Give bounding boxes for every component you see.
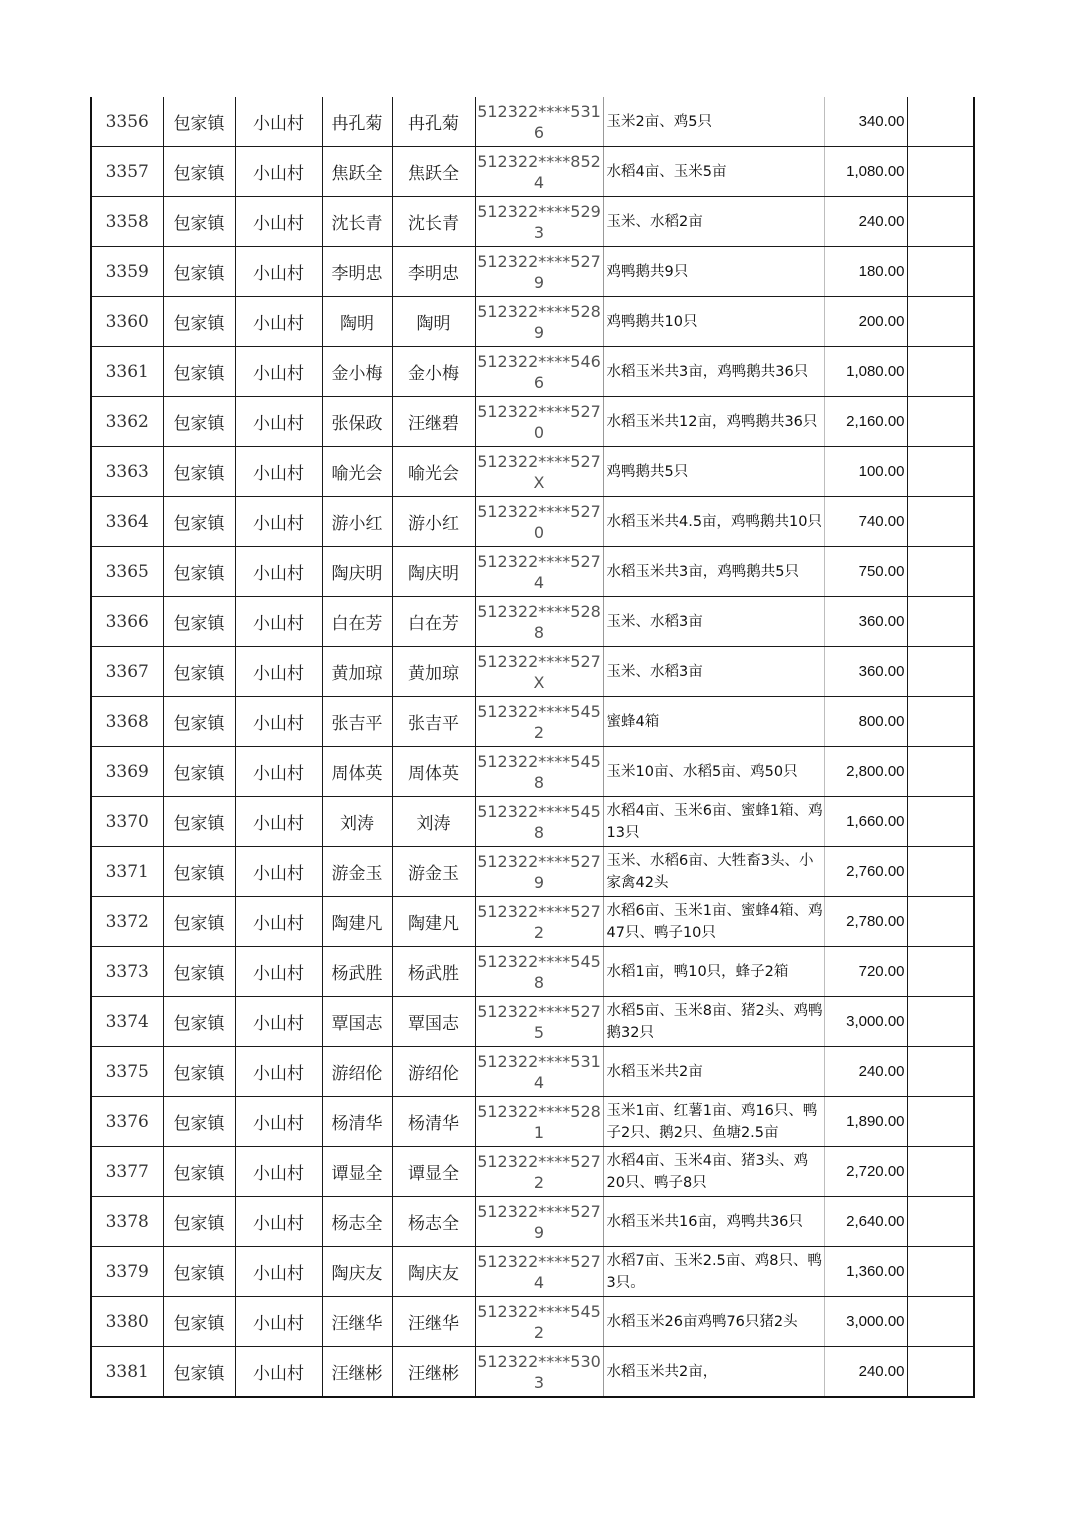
- town-cell: 包家镇: [163, 247, 235, 297]
- household-name-cell: 黄加琼: [322, 647, 392, 697]
- village-cell: 小山村: [235, 847, 322, 897]
- table-row: [91, 1297, 974, 1347]
- payee-name-cell: 黄加琼: [392, 647, 475, 697]
- id-number-cell: 512322****5279: [475, 1197, 603, 1247]
- description-cell: 水稻1亩，鸭10只，蜂子2箱: [603, 947, 824, 997]
- description-cell: 玉米2亩、鸡5只: [603, 97, 824, 147]
- household-name-cell: 杨志全: [322, 1197, 392, 1247]
- empty-cell: [907, 897, 974, 947]
- payee-name-cell: 谭显全: [392, 1147, 475, 1197]
- village-cell: 小山村: [235, 1047, 322, 1097]
- row-number: 3361: [91, 347, 163, 397]
- empty-cell: [907, 347, 974, 397]
- table-body: [91, 97, 974, 1397]
- table-row: [91, 747, 974, 797]
- household-name-cell: 覃国志: [322, 997, 392, 1047]
- table-row: [91, 1047, 974, 1097]
- empty-cell: [907, 197, 974, 247]
- amount-cell: 800.00: [824, 697, 907, 747]
- payee-name-cell: 杨志全: [392, 1197, 475, 1247]
- amount-cell: 750.00: [824, 547, 907, 597]
- household-name-cell: 汪继彬: [322, 1347, 392, 1398]
- amount-cell: 180.00: [824, 247, 907, 297]
- payee-name-cell: 游绍伦: [392, 1047, 475, 1097]
- household-name-cell: 杨武胜: [322, 947, 392, 997]
- row-number: 3362: [91, 397, 163, 447]
- household-name-cell: 游金玉: [322, 847, 392, 897]
- description-cell: 鸡鸭鹅共10只: [603, 297, 824, 347]
- table-row: [91, 647, 974, 697]
- subsidy-table-sheet: [90, 97, 973, 1398]
- subsidy-table: [90, 97, 975, 1398]
- village-cell: 小山村: [235, 397, 322, 447]
- id-number-cell: 512322****5316: [475, 97, 603, 147]
- empty-cell: [907, 797, 974, 847]
- amount-cell: 240.00: [824, 1047, 907, 1097]
- payee-name-cell: 冉孔菊: [392, 97, 475, 147]
- row-number: 3377: [91, 1147, 163, 1197]
- household-name-cell: 杨清华: [322, 1097, 392, 1147]
- id-number-cell: 512322****5274: [475, 547, 603, 597]
- table-row: [91, 1097, 974, 1147]
- amount-cell: 360.00: [824, 647, 907, 697]
- empty-cell: [907, 947, 974, 997]
- description-cell: 水稻6亩、玉米1亩、蜜蜂4箱、鸡47只、鸭子10只: [603, 897, 824, 947]
- town-cell: 包家镇: [163, 547, 235, 597]
- village-cell: 小山村: [235, 997, 322, 1047]
- id-number-cell: 512322****5466: [475, 347, 603, 397]
- table-row: [91, 1347, 974, 1398]
- table-row: [91, 147, 974, 197]
- table-row: [91, 547, 974, 597]
- table-row: [91, 847, 974, 897]
- village-cell: 小山村: [235, 1297, 322, 1347]
- empty-cell: [907, 1047, 974, 1097]
- id-number-cell: 512322****5275: [475, 997, 603, 1047]
- table-row: [91, 447, 974, 497]
- row-number: 3371: [91, 847, 163, 897]
- town-cell: 包家镇: [163, 1047, 235, 1097]
- empty-cell: [907, 747, 974, 797]
- payee-name-cell: 杨清华: [392, 1097, 475, 1147]
- payee-name-cell: 汪继华: [392, 1297, 475, 1347]
- town-cell: 包家镇: [163, 97, 235, 147]
- row-number: 3358: [91, 197, 163, 247]
- row-number: 3381: [91, 1347, 163, 1398]
- amount-cell: 2,760.00: [824, 847, 907, 897]
- description-cell: 玉米1亩、红薯1亩、鸡16只、鸭子2只、鹅2只、鱼塘2.5亩: [603, 1097, 824, 1147]
- household-name-cell: 刘涛: [322, 797, 392, 847]
- amount-cell: 100.00: [824, 447, 907, 497]
- village-cell: 小山村: [235, 497, 322, 547]
- description-cell: 鸡鸭鹅共9只: [603, 247, 824, 297]
- row-number: 3356: [91, 97, 163, 147]
- town-cell: 包家镇: [163, 1197, 235, 1247]
- row-number: 3365: [91, 547, 163, 597]
- town-cell: 包家镇: [163, 1247, 235, 1297]
- description-cell: 玉米、水稻3亩: [603, 647, 824, 697]
- amount-cell: 240.00: [824, 1347, 907, 1398]
- village-cell: 小山村: [235, 797, 322, 847]
- empty-cell: [907, 997, 974, 1047]
- row-number: 3372: [91, 897, 163, 947]
- town-cell: 包家镇: [163, 147, 235, 197]
- payee-name-cell: 陶庆友: [392, 1247, 475, 1297]
- table-row: [91, 797, 974, 847]
- household-name-cell: 陶庆明: [322, 547, 392, 597]
- row-number: 3375: [91, 1047, 163, 1097]
- town-cell: 包家镇: [163, 497, 235, 547]
- amount-cell: 720.00: [824, 947, 907, 997]
- household-name-cell: 白在芳: [322, 597, 392, 647]
- row-number: 3370: [91, 797, 163, 847]
- household-name-cell: 陶明: [322, 297, 392, 347]
- household-name-cell: 焦跃全: [322, 147, 392, 197]
- row-number: 3380: [91, 1297, 163, 1347]
- town-cell: 包家镇: [163, 947, 235, 997]
- description-cell: 蜜蜂4箱: [603, 697, 824, 747]
- village-cell: 小山村: [235, 1197, 322, 1247]
- town-cell: 包家镇: [163, 747, 235, 797]
- payee-name-cell: 汪继彬: [392, 1347, 475, 1398]
- row-number: 3366: [91, 597, 163, 647]
- empty-cell: [907, 97, 974, 147]
- id-number-cell: 512322****5288: [475, 597, 603, 647]
- payee-name-cell: 张吉平: [392, 697, 475, 747]
- amount-cell: 2,800.00: [824, 747, 907, 797]
- town-cell: 包家镇: [163, 397, 235, 447]
- payee-name-cell: 陶庆明: [392, 547, 475, 597]
- empty-cell: [907, 697, 974, 747]
- description-cell: 水稻玉米共4.5亩，鸡鸭鹅共10只: [603, 497, 824, 547]
- village-cell: 小山村: [235, 247, 322, 297]
- empty-cell: [907, 497, 974, 547]
- payee-name-cell: 喻光会: [392, 447, 475, 497]
- row-number: 3379: [91, 1247, 163, 1297]
- amount-cell: 1,080.00: [824, 147, 907, 197]
- id-number-cell: 512322****8524: [475, 147, 603, 197]
- description-cell: 水稻5亩、玉米8亩、猪2头、鸡鸭鹅32只: [603, 997, 824, 1047]
- village-cell: 小山村: [235, 897, 322, 947]
- village-cell: 小山村: [235, 1347, 322, 1398]
- town-cell: 包家镇: [163, 1147, 235, 1197]
- id-number-cell: 512322****527X: [475, 647, 603, 697]
- row-number: 3363: [91, 447, 163, 497]
- description-cell: 水稻玉米26亩鸡鸭76只猪2头: [603, 1297, 824, 1347]
- household-name-cell: 周体英: [322, 747, 392, 797]
- table-row: [91, 97, 974, 147]
- empty-cell: [907, 1097, 974, 1147]
- amount-cell: 1,080.00: [824, 347, 907, 397]
- amount-cell: 240.00: [824, 197, 907, 247]
- id-number-cell: 512322****5281: [475, 1097, 603, 1147]
- village-cell: 小山村: [235, 747, 322, 797]
- row-number: 3360: [91, 297, 163, 347]
- payee-name-cell: 陶明: [392, 297, 475, 347]
- row-number: 3359: [91, 247, 163, 297]
- id-number-cell: 512322****5293: [475, 197, 603, 247]
- table-row: [91, 347, 974, 397]
- payee-name-cell: 沈长青: [392, 197, 475, 247]
- row-number: 3357: [91, 147, 163, 197]
- payee-name-cell: 汪继碧: [392, 397, 475, 447]
- village-cell: 小山村: [235, 947, 322, 997]
- id-number-cell: 512322****5314: [475, 1047, 603, 1097]
- empty-cell: [907, 1297, 974, 1347]
- table-row: [91, 597, 974, 647]
- village-cell: 小山村: [235, 697, 322, 747]
- table-row: [91, 1247, 974, 1297]
- town-cell: 包家镇: [163, 447, 235, 497]
- table-row: [91, 697, 974, 747]
- household-name-cell: 喻光会: [322, 447, 392, 497]
- description-cell: 水稻玉米共2亩: [603, 1047, 824, 1097]
- table-row: [91, 1147, 974, 1197]
- amount-cell: 740.00: [824, 497, 907, 547]
- household-name-cell: 游绍伦: [322, 1047, 392, 1097]
- household-name-cell: 游小红: [322, 497, 392, 547]
- table-row: [91, 297, 974, 347]
- id-number-cell: 512322****5452: [475, 697, 603, 747]
- town-cell: 包家镇: [163, 647, 235, 697]
- description-cell: 水稻4亩、玉米6亩、蜜蜂1箱、鸡13只: [603, 797, 824, 847]
- empty-cell: [907, 147, 974, 197]
- id-number-cell: 512322****5279: [475, 847, 603, 897]
- payee-name-cell: 覃国志: [392, 997, 475, 1047]
- town-cell: 包家镇: [163, 1097, 235, 1147]
- empty-cell: [907, 297, 974, 347]
- village-cell: 小山村: [235, 147, 322, 197]
- id-number-cell: 512322****5458: [475, 797, 603, 847]
- village-cell: 小山村: [235, 597, 322, 647]
- id-number-cell: 512322****5272: [475, 897, 603, 947]
- payee-name-cell: 白在芳: [392, 597, 475, 647]
- row-number: 3368: [91, 697, 163, 747]
- village-cell: 小山村: [235, 447, 322, 497]
- payee-name-cell: 金小梅: [392, 347, 475, 397]
- table-row: [91, 197, 974, 247]
- description-cell: 玉米、水稻2亩: [603, 197, 824, 247]
- id-number-cell: 512322****5458: [475, 947, 603, 997]
- household-name-cell: 陶建凡: [322, 897, 392, 947]
- payee-name-cell: 杨武胜: [392, 947, 475, 997]
- empty-cell: [907, 1197, 974, 1247]
- payee-name-cell: 李明忠: [392, 247, 475, 297]
- village-cell: 小山村: [235, 197, 322, 247]
- table-row: [91, 1197, 974, 1247]
- town-cell: 包家镇: [163, 1297, 235, 1347]
- village-cell: 小山村: [235, 1247, 322, 1297]
- description-cell: 水稻4亩、玉米4亩、猪3头、鸡20只、鸭子8只: [603, 1147, 824, 1197]
- id-number-cell: 512322****5289: [475, 297, 603, 347]
- id-number-cell: 512322****5452: [475, 1297, 603, 1347]
- village-cell: 小山村: [235, 97, 322, 147]
- row-number: 3378: [91, 1197, 163, 1247]
- payee-name-cell: 陶建凡: [392, 897, 475, 947]
- description-cell: 水稻玉米共12亩，鸡鸭鹅共36只: [603, 397, 824, 447]
- amount-cell: 3,000.00: [824, 1297, 907, 1347]
- household-name-cell: 冉孔菊: [322, 97, 392, 147]
- amount-cell: 340.00: [824, 97, 907, 147]
- row-number: 3369: [91, 747, 163, 797]
- description-cell: 水稻玉米共16亩，鸡鸭共36只: [603, 1197, 824, 1247]
- row-number: 3367: [91, 647, 163, 697]
- id-number-cell: 512322****5274: [475, 1247, 603, 1297]
- amount-cell: 2,640.00: [824, 1197, 907, 1247]
- empty-cell: [907, 1347, 974, 1398]
- town-cell: 包家镇: [163, 797, 235, 847]
- row-number: 3364: [91, 497, 163, 547]
- id-number-cell: 512322****5458: [475, 747, 603, 797]
- payee-name-cell: 游小红: [392, 497, 475, 547]
- village-cell: 小山村: [235, 347, 322, 397]
- empty-cell: [907, 847, 974, 897]
- amount-cell: 2,780.00: [824, 897, 907, 947]
- amount-cell: 3,000.00: [824, 997, 907, 1047]
- description-cell: 玉米10亩、水稻5亩、鸡50只: [603, 747, 824, 797]
- id-number-cell: 512322****5272: [475, 1147, 603, 1197]
- description-cell: 水稻7亩、玉米2.5亩、鸡8只、鸭3只。: [603, 1247, 824, 1297]
- empty-cell: [907, 1147, 974, 1197]
- id-number-cell: 512322****5303: [475, 1347, 603, 1398]
- household-name-cell: 谭显全: [322, 1147, 392, 1197]
- village-cell: 小山村: [235, 297, 322, 347]
- amount-cell: 360.00: [824, 597, 907, 647]
- empty-cell: [907, 447, 974, 497]
- village-cell: 小山村: [235, 547, 322, 597]
- household-name-cell: 陶庆友: [322, 1247, 392, 1297]
- table-row: [91, 397, 974, 447]
- amount-cell: 1,890.00: [824, 1097, 907, 1147]
- id-number-cell: 512322****527X: [475, 447, 603, 497]
- id-number-cell: 512322****5279: [475, 247, 603, 297]
- payee-name-cell: 刘涛: [392, 797, 475, 847]
- table-row: [91, 897, 974, 947]
- empty-cell: [907, 1247, 974, 1297]
- row-number: 3373: [91, 947, 163, 997]
- town-cell: 包家镇: [163, 997, 235, 1047]
- id-number-cell: 512322****5270: [475, 397, 603, 447]
- household-name-cell: 张保政: [322, 397, 392, 447]
- town-cell: 包家镇: [163, 1347, 235, 1398]
- town-cell: 包家镇: [163, 347, 235, 397]
- village-cell: 小山村: [235, 647, 322, 697]
- table-row: [91, 947, 974, 997]
- payee-name-cell: 焦跃全: [392, 147, 475, 197]
- village-cell: 小山村: [235, 1097, 322, 1147]
- town-cell: 包家镇: [163, 597, 235, 647]
- household-name-cell: 李明忠: [322, 247, 392, 297]
- household-name-cell: 张吉平: [322, 697, 392, 747]
- amount-cell: 1,660.00: [824, 797, 907, 847]
- table-row: [91, 247, 974, 297]
- empty-cell: [907, 597, 974, 647]
- town-cell: 包家镇: [163, 297, 235, 347]
- amount-cell: 2,720.00: [824, 1147, 907, 1197]
- description-cell: 鸡鸭鹅共5只: [603, 447, 824, 497]
- town-cell: 包家镇: [163, 697, 235, 747]
- description-cell: 水稻玉米共2亩，: [603, 1347, 824, 1398]
- row-number: 3374: [91, 997, 163, 1047]
- payee-name-cell: 游金玉: [392, 847, 475, 897]
- empty-cell: [907, 247, 974, 297]
- row-number: 3376: [91, 1097, 163, 1147]
- empty-cell: [907, 547, 974, 597]
- household-name-cell: 金小梅: [322, 347, 392, 397]
- amount-cell: 200.00: [824, 297, 907, 347]
- id-number-cell: 512322****5270: [475, 497, 603, 547]
- description-cell: 水稻玉米共3亩，鸡鸭鹅共5只: [603, 547, 824, 597]
- town-cell: 包家镇: [163, 197, 235, 247]
- description-cell: 水稻4亩、玉米5亩: [603, 147, 824, 197]
- amount-cell: 2,160.00: [824, 397, 907, 447]
- household-name-cell: 汪继华: [322, 1297, 392, 1347]
- village-cell: 小山村: [235, 1147, 322, 1197]
- empty-cell: [907, 647, 974, 697]
- town-cell: 包家镇: [163, 847, 235, 897]
- table-row: [91, 497, 974, 547]
- town-cell: 包家镇: [163, 897, 235, 947]
- table-row: [91, 997, 974, 1047]
- household-name-cell: 沈长青: [322, 197, 392, 247]
- payee-name-cell: 周体英: [392, 747, 475, 797]
- description-cell: 玉米、水稻3亩: [603, 597, 824, 647]
- description-cell: 水稻玉米共3亩，鸡鸭鹅共36只: [603, 347, 824, 397]
- description-cell: 玉米、水稻6亩、大牲畜3头、小家禽42头: [603, 847, 824, 897]
- empty-cell: [907, 397, 974, 447]
- amount-cell: 1,360.00: [824, 1247, 907, 1297]
